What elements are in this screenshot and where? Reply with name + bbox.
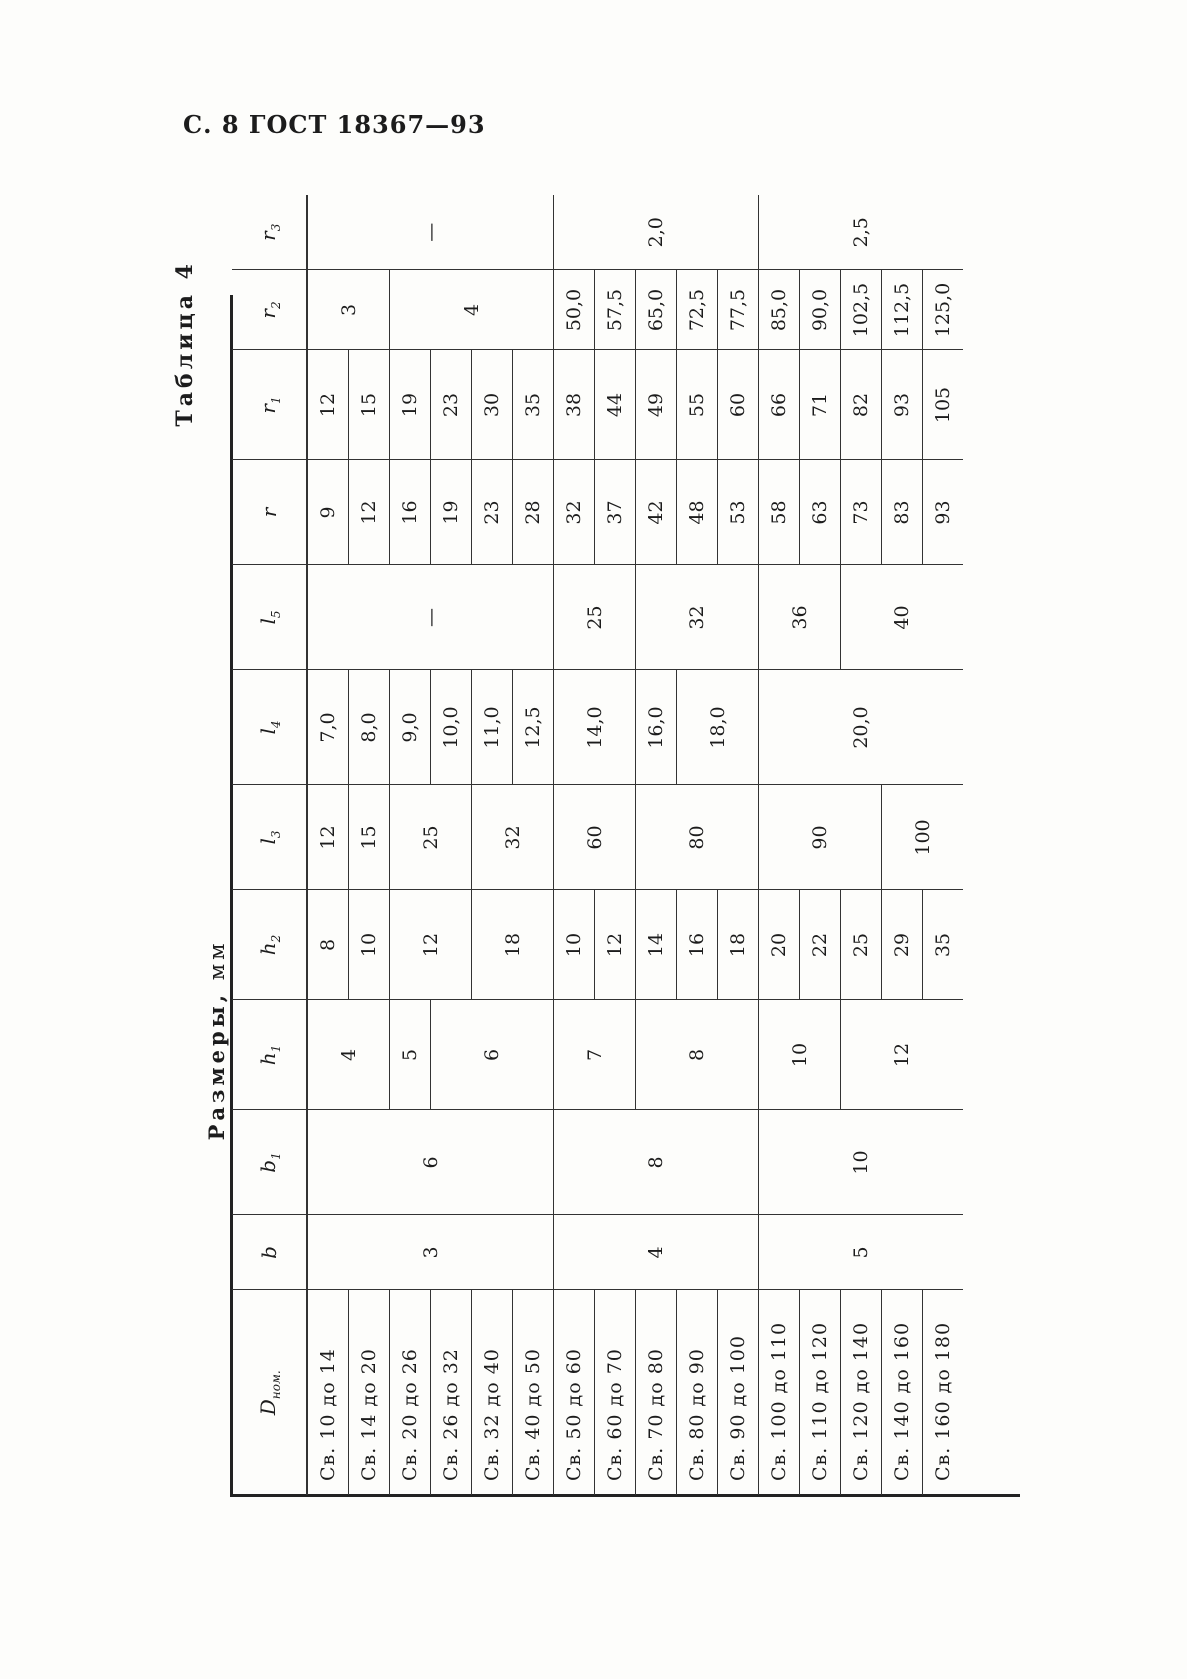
cell-r: 16	[390, 460, 431, 565]
caption-main: Размеры,	[204, 990, 229, 1141]
cell-l4: 9,0	[390, 670, 431, 785]
cell-h2: 35	[923, 890, 964, 1000]
cell-l4: 10,0	[431, 670, 472, 785]
dimensions-table	[232, 195, 963, 1495]
col-header-l4: $l_4$	[232, 670, 307, 785]
rotated-table-area	[120, 135, 1187, 1640]
table-row	[390, 195, 431, 1495]
cell-r2: 102,5	[841, 270, 882, 350]
cell-r2: 90,0	[800, 270, 841, 350]
cell-r1: 35	[513, 350, 554, 460]
col-header-r: r	[232, 460, 307, 565]
cell-r1: 12	[307, 350, 349, 460]
cell-r1: 55	[677, 350, 718, 460]
cell-r1: 49	[636, 350, 677, 460]
cell-dnom: Св. 40 до 50	[513, 1290, 554, 1495]
cell-dnom: Св. 100 до 110	[759, 1290, 800, 1495]
cell-dnom: Св. 50 до 60	[554, 1290, 595, 1495]
cell-dnom: Св. 140 до 160	[882, 1290, 923, 1495]
cell-r3: —	[307, 195, 554, 270]
caption-unit: мм	[205, 939, 229, 981]
cell-dnom: Св. 32 до 40	[472, 1290, 513, 1495]
cell-r: 23	[472, 460, 513, 565]
table-row	[307, 195, 349, 1495]
table-row	[882, 195, 923, 1495]
cell-l4: 16,0	[636, 670, 677, 785]
cell-dnom: Св. 10 до 14	[317, 1348, 339, 1481]
cell-h1: 8	[636, 1000, 759, 1110]
cell-r1: 66	[759, 350, 800, 460]
cell-h2: 18	[718, 890, 759, 1000]
cell-r1: 105	[923, 350, 964, 460]
cell-h1: 6	[431, 1000, 554, 1110]
cell-b: 5	[759, 1215, 964, 1290]
cell-l3: 80	[636, 785, 759, 890]
cell-r2: 112,5	[882, 270, 923, 350]
cell-r1: 23	[431, 350, 472, 460]
cell-r: 9	[307, 460, 349, 565]
cell-r1: 44	[595, 350, 636, 460]
cell-r2: 65,0	[636, 270, 677, 350]
table-row	[636, 195, 677, 1495]
cell-l3: 60	[554, 785, 636, 890]
header-row	[232, 195, 307, 1495]
cell-dnom: Св. 160 до 180	[923, 1290, 964, 1495]
cell-l3: 15	[349, 785, 390, 890]
cell-dnom: Св. 70 до 80	[636, 1290, 677, 1495]
col-header-h1: $h_1$	[232, 1000, 307, 1110]
cell-h2: 14	[636, 890, 677, 1000]
cell-dnom: Св. 90 до 100	[718, 1290, 759, 1495]
cell-r2: 57,5	[595, 270, 636, 350]
cell-r2: 77,5	[718, 270, 759, 350]
col-header-dnom: $D_{ном.}$	[232, 1290, 307, 1495]
cell-h2: 29	[882, 890, 923, 1000]
cell-r1: 60	[718, 350, 759, 460]
cell-h2: 22	[800, 890, 841, 1000]
cell-h2: 16	[677, 890, 718, 1000]
cell-r1: 38	[554, 350, 595, 460]
cell-l4: 20,0	[759, 670, 964, 785]
cell-h1: 12	[841, 1000, 964, 1110]
cell-l5: 36	[759, 565, 841, 670]
cell-l3: 32	[472, 785, 554, 890]
cell-l4: 18,0	[677, 670, 759, 785]
cell-r: 42	[636, 460, 677, 565]
cell-b1: 6	[307, 1110, 554, 1215]
cell-r2: 85,0	[759, 270, 800, 350]
cell-r: 32	[554, 460, 595, 565]
cell-l3: 12	[307, 785, 349, 890]
table-label: Таблица 4	[172, 260, 198, 427]
table-row	[759, 195, 800, 1495]
cell-b: 4	[554, 1215, 759, 1290]
page-header: С. 8 ГОСТ 18367—93	[183, 110, 486, 139]
cell-dnom: Св. 14 до 20	[349, 1290, 390, 1495]
cell-l3: 100	[882, 785, 964, 890]
cell-r2: 3	[307, 270, 390, 350]
cell-b1: 10	[759, 1110, 964, 1215]
cell-h2: 18	[472, 890, 554, 1000]
cell-h2: 25	[841, 890, 882, 1000]
cell-r1: 15	[349, 350, 390, 460]
cell-h1: 4	[307, 1000, 390, 1110]
col-header-h2: $h_2$	[232, 890, 307, 1000]
cell-r1: 19	[390, 350, 431, 460]
cell-dnom: Св. 26 до 32	[431, 1290, 472, 1495]
cell-l3: 90	[759, 785, 882, 890]
cell-r: 93	[923, 460, 964, 565]
cell-r2: 4	[390, 270, 554, 350]
cell-l4: 7,0	[307, 670, 349, 785]
cell-h1: 10	[759, 1000, 841, 1110]
col-header-l5: $l_5$	[232, 565, 307, 670]
cell-r2: 125,0	[923, 270, 964, 350]
cell-h1: 5	[390, 1000, 431, 1110]
cell-dnom: Св. 120 до 140	[841, 1290, 882, 1495]
cell-h2: 12	[595, 890, 636, 1000]
cell-l5: 25	[554, 565, 636, 670]
cell-l3: 25	[390, 785, 472, 890]
cell-r: 28	[513, 460, 554, 565]
col-header-b1: $b_1$	[232, 1110, 307, 1215]
cell-l4: 12,5	[513, 670, 554, 785]
cell-r1: 30	[472, 350, 513, 460]
table-row	[349, 195, 390, 1495]
cell-dnom: Св. 20 до 26	[390, 1290, 431, 1495]
cell-h2: 20	[759, 890, 800, 1000]
cell-l5: 40	[841, 565, 964, 670]
col-header-l3: $l_3$	[232, 785, 307, 890]
cell-r: 73	[841, 460, 882, 565]
cell-r3: 2,5	[759, 195, 964, 270]
cell-r: 63	[800, 460, 841, 565]
cell-r1: 82	[841, 350, 882, 460]
cell-r: 37	[595, 460, 636, 565]
cell-r3: 2,0	[554, 195, 759, 270]
cell-h2: 12	[390, 890, 472, 1000]
cell-dnom: Св. 110 до 120	[800, 1290, 841, 1495]
cell-h2: 10	[349, 890, 390, 1000]
cell-r1: 93	[882, 350, 923, 460]
cell-r1: 71	[800, 350, 841, 460]
cell-r2: 72,5	[677, 270, 718, 350]
cell-l4: 14,0	[554, 670, 636, 785]
cell-l5: 32	[636, 565, 759, 670]
dimensions-table-container	[232, 195, 963, 1495]
table-row	[554, 195, 595, 1495]
col-header-b: b	[232, 1215, 307, 1290]
cell-l5: —	[307, 565, 554, 670]
col-header-r2: $r_2$	[232, 270, 307, 350]
col-header-r1: $r_1$	[232, 350, 307, 460]
cell-r2: 50,0	[554, 270, 595, 350]
cell-r: 83	[882, 460, 923, 565]
cell-b: 3	[307, 1215, 554, 1290]
table-caption	[204, 440, 229, 1640]
cell-dnom: Св. 60 до 70	[595, 1290, 636, 1495]
cell-h1: 7	[554, 1000, 636, 1110]
cell-b1: 8	[554, 1110, 759, 1215]
cell-dnom: Св. 80 до 90	[677, 1290, 718, 1495]
table-row	[472, 195, 513, 1495]
col-header-r3: $r_3$	[232, 195, 307, 270]
cell-r: 58	[759, 460, 800, 565]
cell-r: 19	[431, 460, 472, 565]
cell-h2: 10	[554, 890, 595, 1000]
cell-l4: 8,0	[349, 670, 390, 785]
cell-r: 12	[349, 460, 390, 565]
cell-r: 53	[718, 460, 759, 565]
cell-h2: 8	[307, 890, 349, 1000]
cell-l4: 11,0	[472, 670, 513, 785]
cell-r: 48	[677, 460, 718, 565]
